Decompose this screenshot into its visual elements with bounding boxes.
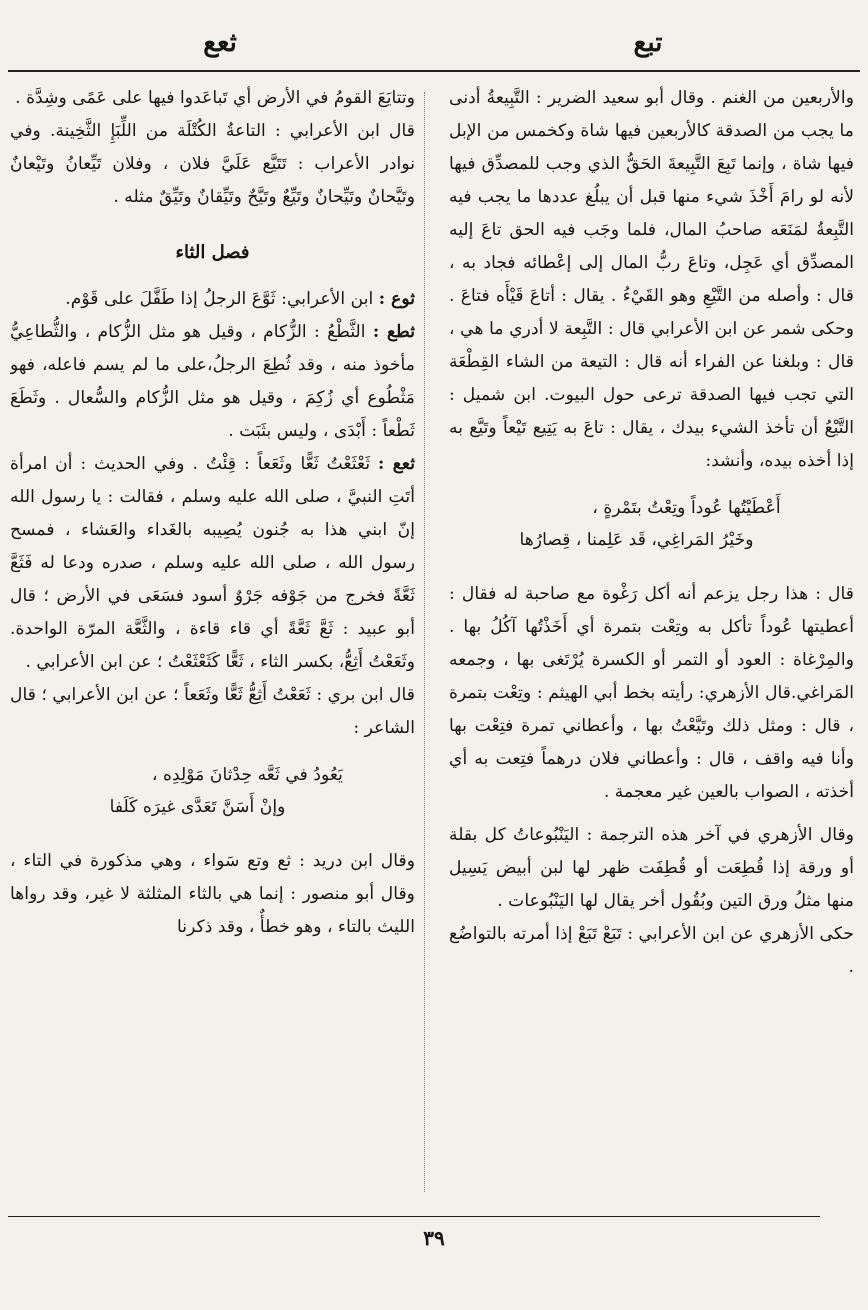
footer-rule xyxy=(8,1216,820,1217)
entry-text: ابن الأعرابي: ثَوَّعَ الرجلُ إذا طَفَّلَ على قَوْم. xyxy=(65,289,374,309)
dictionary-entry xyxy=(10,283,415,316)
right-column-bracketed-block-1 xyxy=(449,82,854,556)
entry-text: ثَعْثَعْتُ ثَعًّا وثَعَعاً : قِئْتُ . وفي الحديث : أن امرأة أتَتِ النبيَّ ، صلى الله عليه وسلم ، فقالت : يا رسول الله إنّ ابني هذا به جُنون يُصِيبه بالغَداء والعَشاء ، فمسح رسول الله ، صلى الله عليه وسلم ، صدره ودعا له فَثَعَّ ثَعَّةً فخرج من جَوْفه جَرْوٌ أسود فسَعَى في الأرض ؛ قال أبو عبيد : ثَعَّ ثَعَّةً أي قاء قاءة ، والثَّعَّة المرّة الواحدة. وثَعَعْتُ أَثِعُّ، بكسر الثاء ، ثَعًّا كَثَعْثَعْتُ ؛ عن ابن الأعرابي . xyxy=(10,454,415,672)
dictionary-entry xyxy=(10,316,415,448)
paragraph: قال ابن بري : ثَعَعْتُ أَثِعُّ ثَعًّا وثَعَعاً ؛ عن ابن الأعرابي ؛ قال الشاعر : xyxy=(10,685,415,738)
right-column-bracketed-block-2 xyxy=(449,819,854,984)
verse-line: أَعْطَيْتُها عُوداً وتِعْتُ بتَمْرةٍ ، xyxy=(592,498,781,518)
paragraph: قال ابن الأعرابي : التاعةُ الكُتْلَة من اللِّبَإِ الثَّخِينة. وفي نوادر الأعراب : تَتَيَّع عَلَيَّ فلان ، وفلان تَيِّعانُ وتَيْعانٌ وتَيَّحانٌ وتَيِّحانٌ وتَيِّعٌ وتَيَّحٌ وتَيِّقانٌ وتَيِّقٌ مثله . xyxy=(10,121,415,207)
running-header-left: ثعع xyxy=(203,28,237,58)
entry-headword: ثوع : xyxy=(378,289,415,309)
column-divider xyxy=(424,92,425,1192)
verse-line: وإنْ أَسَنَّ تَعَدَّى غيرَه كَلَفا xyxy=(109,797,286,817)
paragraph: والأربعين من الغنم . وقال أبو سعيد الضرير : التَّبِيعةُ أدنى ما يجب من الصدقة كالأربعين فيها شاة وكخمس من الإبل فيها شاة ، وإنما تَبِعَ التَّبِيعةَ الحَقُّ الذي وجب للمصدِّق فيها لأنه لو رامَ أَخْذَ شيء منها قبل أن يبلُغ عددها ما يجب فيه التَّبِعةُ لمَنَعَه صاحبُ المال، فلما وجَب فيه الحق تاعَ إليه المصدِّق أي عَجِل، وتاعَ ربُّ المال إلى إعْطائه فجاد به ، قال : وأصله من التَّيْعِ وهو القَيْءُ . يقال : أتاعَ قَيْأَه فتاعَ . وحكى شمر عن ابن الأعرابي قال : التَّبِعة لا أدري ما هي ، قال : وبلغنا عن الفراء أنه قال : التيعة من الشاء القِطْعَة التي تجب فيها الصدقة ترعى حول البيوت. ابن شميل : التَّيْعُ أن تأخذ الشيء بيدك ، يقال : تاعَ به يَتِيع تَيْعاً وتَيَّع به إذا أخذه بيده، وأنشد: xyxy=(449,88,854,471)
header-rule xyxy=(8,70,860,72)
page-number: ٣٩ xyxy=(423,1226,445,1250)
section-title: فصل الثاء xyxy=(175,242,250,263)
verse-line: يَعُودُ في ثَعَّه حِدْثانَ مَوْلِدِه ، xyxy=(152,765,343,785)
right-column xyxy=(449,82,854,1202)
left-column xyxy=(10,82,415,1202)
paragraph: وقال ابن دريد : ثع وتع سَواء ، وهي مذكورة في التاء ، وقال أبو منصور : إنما هي بالثاء المثلثة لا غير، وقد رواها الليث بالتاء ، وهو خطأٌ ، وقد ذكرنا xyxy=(10,851,415,937)
verse-line: وخَيْرُ المَراغِي، قَد عَلِمنا ، قِصارُها xyxy=(519,530,754,550)
entry-text: الثَّطْعُ : الزُّكام ، وقيل هو مثل الزُّكام ، والثُّطاعِيُّ مأخوذ منه ، وقد ثُطِعَ الرجلُ،على ما لم يسم فاعله، فهو مَثْطُوع أي زُكِمَ ، وقيل هو مثل الزُّكام والسُّعال . وثَطَعَ ثَطْعاً : أَبْدَى ، وليس بثَبَت . xyxy=(10,322,415,441)
paragraph: وقال الأزهري في آخر هذه الترجمة : اليَنْبُوعاتُ كل بقلة أو ورقة إذا قُطِعَت أو قُطِفَت ظهر لها لبن أبيض يَسِيل منها مثلُ ورق التين وبُقُول أخر يقال لها اليَنْبُوعات . xyxy=(449,825,854,911)
paragraph: قال : هذا رجل يزعم أنه أكل رَغْوة مع صاحبة له فقال : أعطيتها عُوداً تأكل به وتِعْت بتمرة أي أَخَذْتُها آكُلُ بها . والمِرْغاة : العود أو التمر أو الكسرة يُرْتَغى بها ، وجمعه المَراغي.قال الأزهري: رأيته بخط أبي الهيثم : وتِعْت بتمرة ، قال : ومثل ذلك وتَيَّعْتُ بها ، وأعطاني تمرة فتِعْت بها وأنا فيه واقف ، قال : وأعطاني فلان درهماً فتِعت به أي أخذته ، الصواب بالعين غير معجمة . xyxy=(449,584,854,802)
dictionary-entry xyxy=(10,448,415,679)
entry-headword: ثطع : xyxy=(372,322,415,342)
verse xyxy=(10,759,415,823)
running-header-right: تبع xyxy=(633,28,663,58)
paragraph: حكى الأزهري عن ابن الأعرابي : تَبَعْ تَبَعْ إذا أمرته بالتواضُع . xyxy=(449,924,854,977)
paragraph: وتتايَعَ القومُ في الأرض أي تَباعَدوا فيها على عَمًى وشِدَّة . xyxy=(15,88,415,108)
verse xyxy=(449,492,854,556)
entry-headword: ثعع : xyxy=(378,454,415,474)
